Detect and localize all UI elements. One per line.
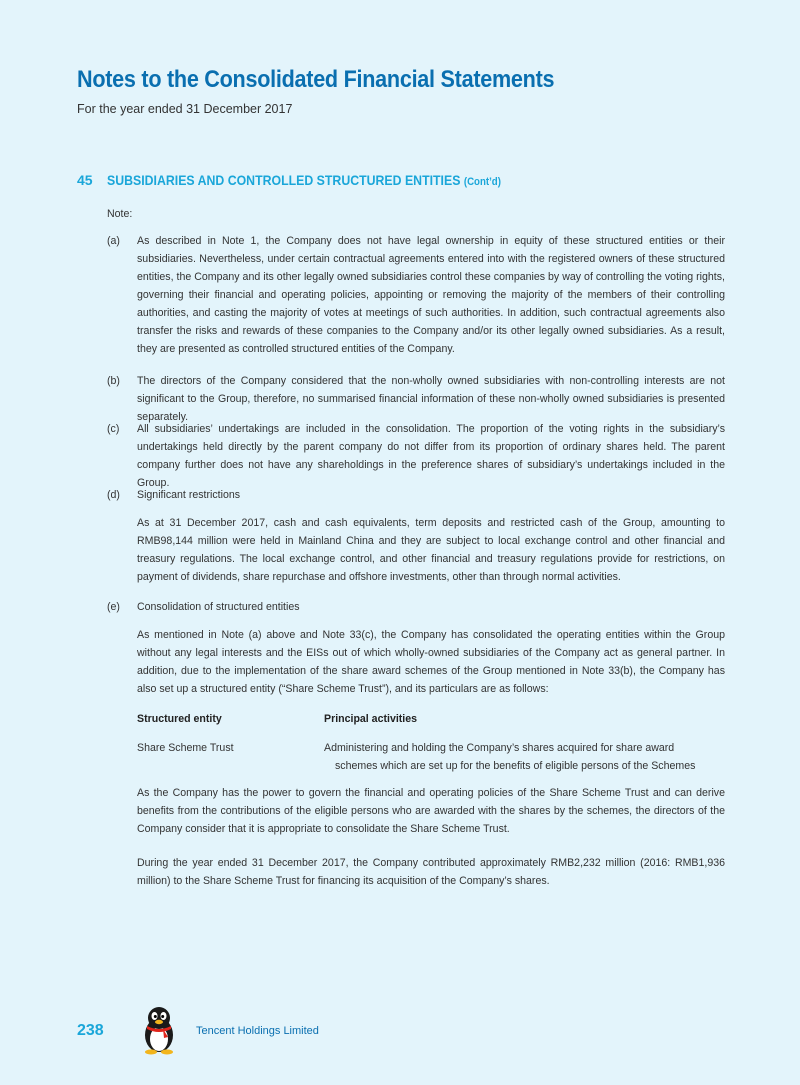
table-cell-entity: Share Scheme Trust <box>137 742 234 754</box>
restrictions-paragraph: As at 31 December 2017, cash and cash equivalents, term deposits and restricted cash of the Group, amounting to RMB98,144 million were held in Mainland China and they are subject to local exchange control and other financial and treasury regulations. The local exchange control, and other financial and treasury regulations provide for restrictions, on payment of dividends, share repurchase and offshore investments, other than through normal activities. <box>137 517 725 583</box>
penguin-icon <box>139 1005 179 1055</box>
page-number: 238 <box>77 1022 104 1039</box>
note-item-label: (a) <box>107 235 120 247</box>
note-item-e <box>107 598 725 616</box>
table-cell-activity-line1: Administering and holding the Company’s shares acquired for share award <box>324 742 675 754</box>
note-item-b <box>107 372 725 426</box>
page-title: Notes to the Consolidated Financial Statements <box>77 66 555 93</box>
section-title-text: SUBSIDIARIES AND CONTROLLED STRUCTURED ENTITIES <box>107 172 461 188</box>
table-header-entity: Structured entity <box>137 713 222 725</box>
note-item-text: All subsidiaries’ undertakings are included in the consolidation. The proportion of the voting rights in the subsidiary’s undertakings held directly by the parent company do not differ from its proportion of ordinary shares held. The parent company further does not have any shareholdings in the preference shares of subsidiary’s undertakings included in the Group. <box>137 423 725 489</box>
note-item-a <box>107 232 725 358</box>
share-scheme-paragraph: As the Company has the power to govern the financial and operating policies of the Share Scheme Trust and can derive benefits from the contributions of the eligible persons who are awarded with the shares by the schemes, the directors of the Company consider that it is appropriate to consolidate the Share Scheme Trust. <box>137 787 725 835</box>
note-item-text: The directors of the Company considered that the non-wholly owned subsidiaries with non-controlling interests are not significant to the Group, therefore, no summarised financial information of these non-wholly owned subsidiaries is presented separately. <box>137 375 725 423</box>
note-item-label: (b) <box>107 375 120 387</box>
consolidation-paragraph: As mentioned in Note (a) above and Note 33(c), the Company has consolidated the operating entities within the Group without any legal interests and the EISs out of which wholly-owned subsidiaries of the Company act as general partner. In addition, due to the implementation of the share award schemes of the Group mentioned in Note 33(b), the Company has also set up a structured entity (“Share Scheme Trust”), and its particulars are as follows: <box>137 629 725 695</box>
table-cell-activity-line2: schemes which are set up for the benefits of eligible persons of the Schemes <box>335 760 696 772</box>
section-number: 45 <box>77 172 93 188</box>
note-item-label: (e) <box>107 601 120 613</box>
table-header-activities: Principal activities <box>324 713 418 725</box>
page-subtitle: For the year ended 31 December 2017 <box>77 102 293 116</box>
note-item-d <box>107 486 725 504</box>
note-item-label: (c) <box>107 423 120 435</box>
section-contd: (Cont’d) <box>463 176 501 188</box>
note-item-label: (d) <box>107 489 120 501</box>
note-item-c <box>107 420 725 492</box>
note-item-text: Significant restrictions <box>137 489 241 501</box>
company-name: Tencent Holdings Limited <box>196 1025 319 1037</box>
contribution-paragraph: During the year ended 31 December 2017, the Company contributed approximately RMB2,232 million (2016: RMB1,936 million) to the Share Scheme Trust for financing its acquisition of the Company’s shares. <box>137 857 725 887</box>
note-item-text: As described in Note 1, the Company does not have legal ownership in equity of these structured entities or their subsidiaries. Nevertheless, under certain contractual agreements entered into with the registered owners of these structured entities, the Company and its other legally owned subsidiaries control these companies by way of controlling the voting rights, governing their financial and operating policies, appointing or removing the majority of the members of their controlling authorities, and casting the majority of votes at meetings of such authorities. In addition, such contractual agreements also transfer the risks and rewards of these companies to the Company and/or its other legally owned subsidiaries. As a result, they are presented as controlled structured entities of the Company. <box>137 235 725 355</box>
section-title <box>107 172 501 188</box>
note-label: Note: <box>107 208 133 220</box>
note-item-text: Consolidation of structured entities <box>137 601 300 613</box>
